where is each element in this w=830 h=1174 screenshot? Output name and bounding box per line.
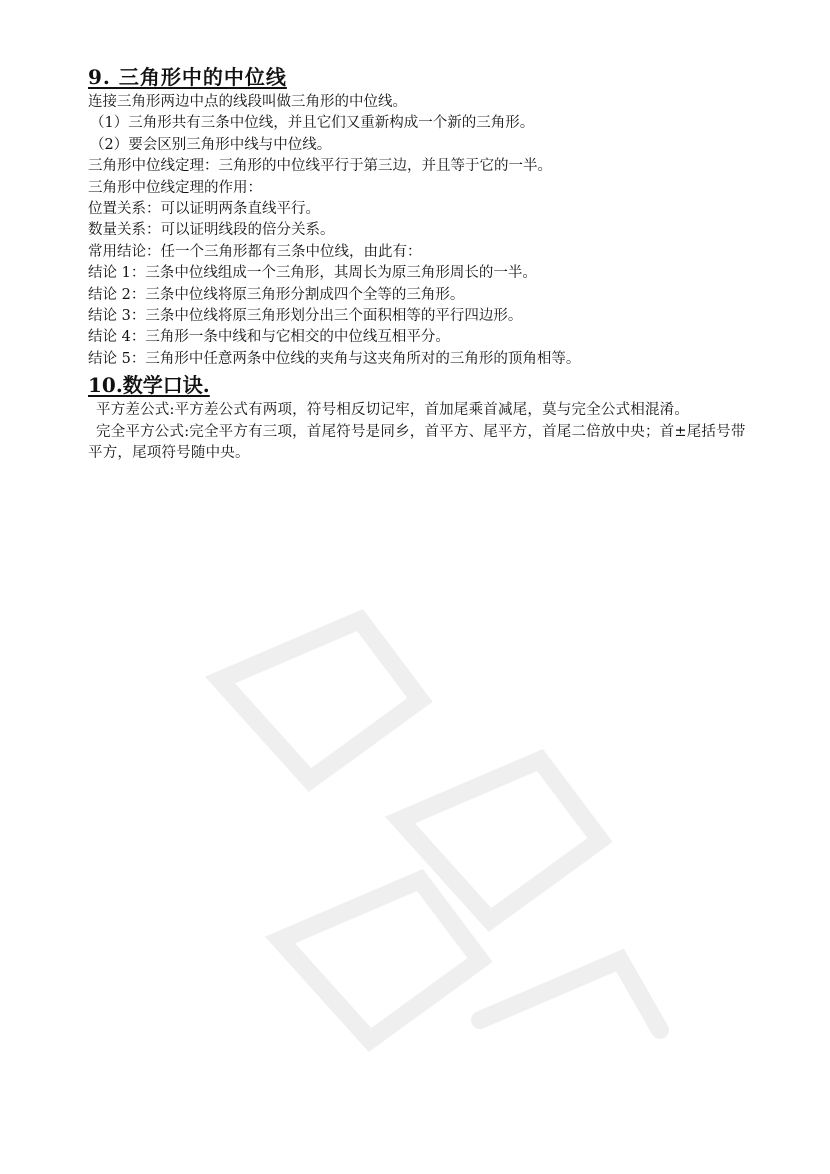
theorem-line: 三角形中位线定理：三角形的中位线平行于第三边，并且等于它的一半。	[88, 158, 552, 175]
conclusion-4-line: 结论 4：三角形一条中线和与它相交的中位线互相平分。	[88, 329, 450, 346]
section-9-body	[88, 92, 748, 370]
theorem-use-line: 三角形中位线定理的作用：	[88, 179, 262, 196]
conclusion-3-line: 结论 3：三条中位线将原三角形划分出三个面积相等的平行四边形。	[88, 308, 523, 325]
difference-of-squares-paragraph: 平方差公式:平方差公式有两项，符号相反切记牢，首加尾乘首减尾，莫与完全公式相混淆。	[96, 402, 690, 419]
perfect-square-paragraph: 完全平方公式:完全平方有三项，首尾符号是同乡，首平方、尾平方，首尾二倍放中央；首±尾括号带平方，尾项符号随中央。	[88, 423, 746, 462]
watermark-graphic	[160, 560, 680, 1160]
section-10-heading: 10.数学口诀.	[88, 373, 210, 398]
section-10-body	[88, 400, 748, 464]
note-1-line: （1）三角形共有三条中位线，并且它们又重新构成一个新的三角形。	[90, 115, 535, 132]
quantity-relation-line: 数量关系：可以证明线段的倍分关系。	[88, 222, 335, 239]
conclusion-1-line: 结论 1：三条中位线组成一个三角形，其周长为原三角形周长的一半。	[88, 265, 537, 282]
position-relation-line: 位置关系：可以证明两条直线平行。	[88, 201, 320, 218]
conclusion-2-line: 结论 2：三条中位线将原三角形分割成四个全等的三角形。	[88, 286, 465, 303]
definition-line: 连接三角形两边中点的线段叫做三角形的中位线。	[88, 94, 407, 110]
document-content	[88, 64, 748, 465]
common-conclusion-line: 常用结论：任一个三角形都有三条中位线，由此有：	[88, 243, 422, 260]
section-9-heading: 9. 三角形中的中位线	[88, 65, 287, 89]
conclusion-5-line: 结论 5：三角形中任意两条中位线的夹角与这夹角所对的三角形的顶角相等。	[88, 350, 581, 367]
note-2-line: （2）要会区别三角形中线与中位线。	[90, 136, 332, 153]
